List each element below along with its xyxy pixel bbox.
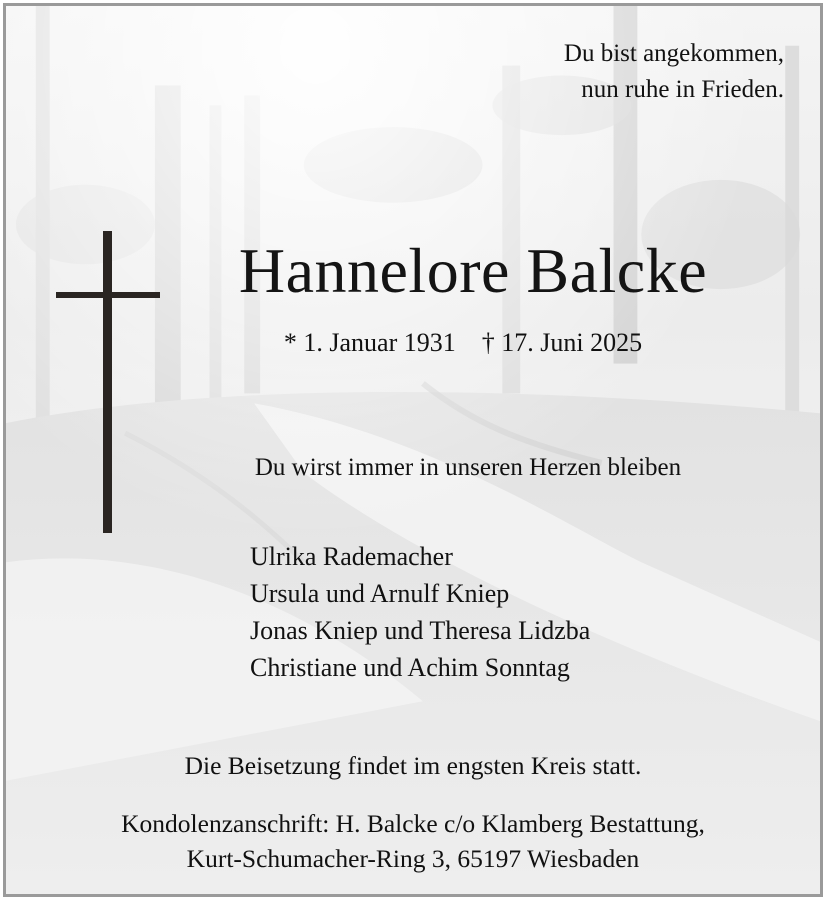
obituary-notice [3,3,823,897]
death-date: † 17. Juni 2025 [481,328,643,357]
life-dates [6,328,820,358]
mourner-name: Christiane und Achim Sonntag [250,653,570,682]
quote-line: Du bist angekommen, [563,40,784,67]
condolence-line: Kondolenzanschrift: H. Balcke c/o Klamberg Bestattung, [121,809,705,838]
mourners-list [250,538,590,686]
mourner-name: Jonas Kniep und Theresa Lidzba [250,616,591,645]
mourner-name: Ursula und Arnulf Kniep [250,579,510,608]
deceased-name: Hannelore Balcke [238,235,708,306]
quote-line: nun ruhe in Frieden. [581,76,784,103]
condolence-line: Kurt-Schumacher-Ring 3, 65197 Wiesbaden [186,844,640,873]
memorial-motto: Du wirst immer in unseren Herzen bleiben [254,454,682,481]
epigraph-quote [564,36,784,108]
burial-note: Die Beisetzung findet im engsten Kreis statt. [184,751,642,780]
birth-date: * 1. Januar 1931 [283,328,456,357]
condolence-address [6,806,820,876]
mourner-name: Ulrika Rademacher [250,542,453,571]
